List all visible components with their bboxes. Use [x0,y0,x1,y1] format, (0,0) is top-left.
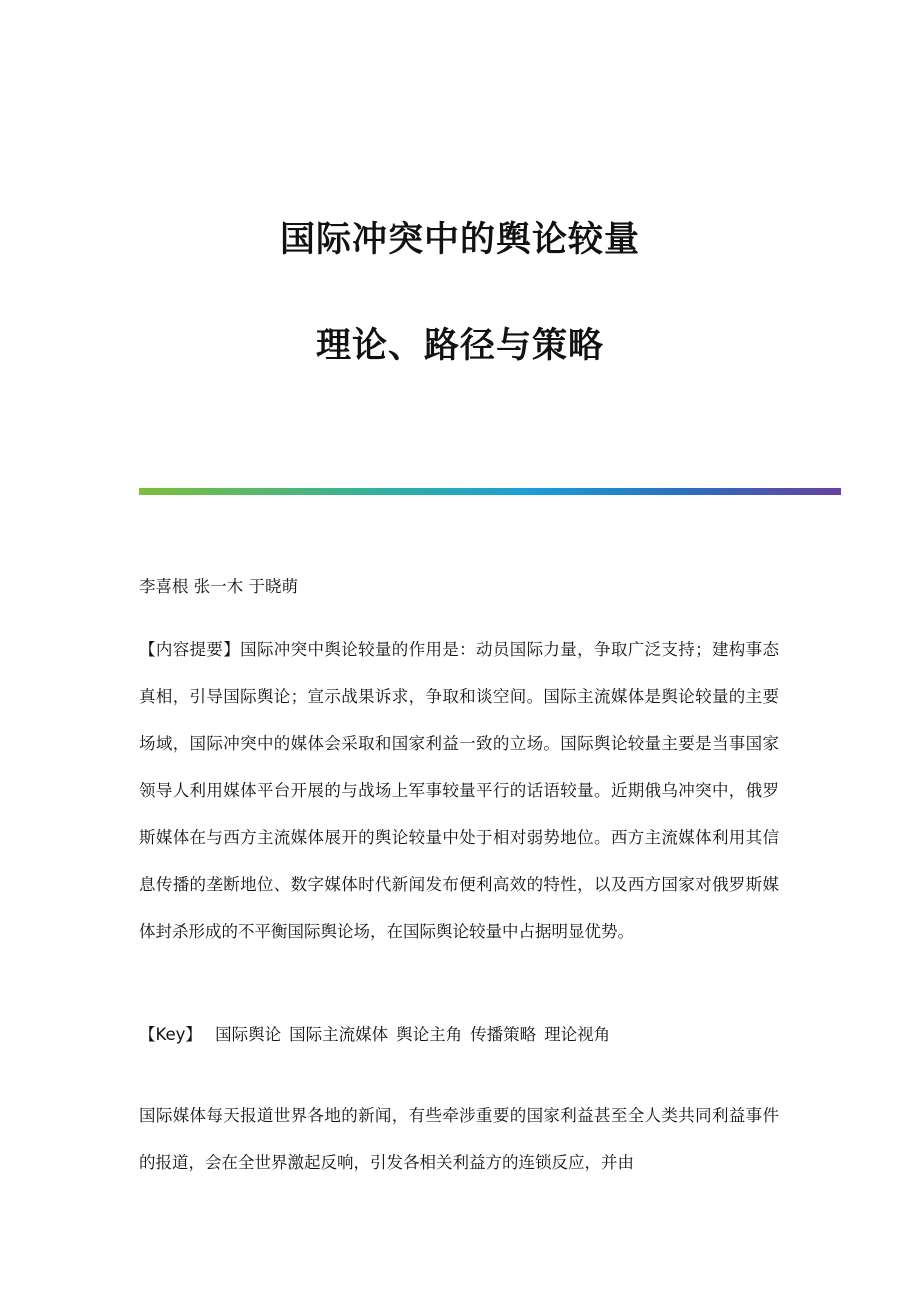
intro-paragraph: 国际媒体每天报道世界各地的新闻，有些牵涉重要的国家利益甚至全人类共同利益事件的报道，会在全世界激起反响，引发各相关利益方的连锁反应，并由 [139,1106,779,1172]
gradient-divider [139,488,841,495]
keywords [139,1023,779,1047]
paper-subtitle: 理论、路径与策略 [315,325,604,366]
abstract-text: 国际冲突中舆论较量的作用是：动员国际力量，争取广泛支持；建构事态真相，引导国际舆论；宣示战果诉求，争取和谈空间。国际主流媒体是舆论较量的主要场域，国际冲突中的媒体会采取和国家利益一致的立场。国际舆论较量主要是当事国家领导人利用媒体平台开展的与战场上军事较量平行的话语较量。近期俄乌冲突中，俄罗斯媒体在与西方主流媒体展开的舆论较量中处于相对弱势地位。西方主流媒体利用其信息传播的垄断地位、数字媒体时代新闻发布便利高效的特性，以及西方国家对俄罗斯媒体封杀形成的不平衡国际舆论场，在国际舆论较量中占据明显优势。 [139,640,780,941]
keyword: 舆论主角 [396,1025,463,1044]
keywords-label: 【Key】 [139,1025,202,1044]
abstract-label: 【内容提要】 [139,640,241,659]
keyword: 国际舆论 [215,1025,282,1044]
keyword: 传播策略 [470,1025,537,1044]
authors: 李喜根 张一木 于晓萌 [139,577,298,596]
keyword: 理论视角 [544,1025,611,1044]
keyword: 国际主流媒体 [289,1025,389,1044]
abstract [139,626,779,955]
paper-title: 国际冲突中的舆论较量 [279,219,640,260]
